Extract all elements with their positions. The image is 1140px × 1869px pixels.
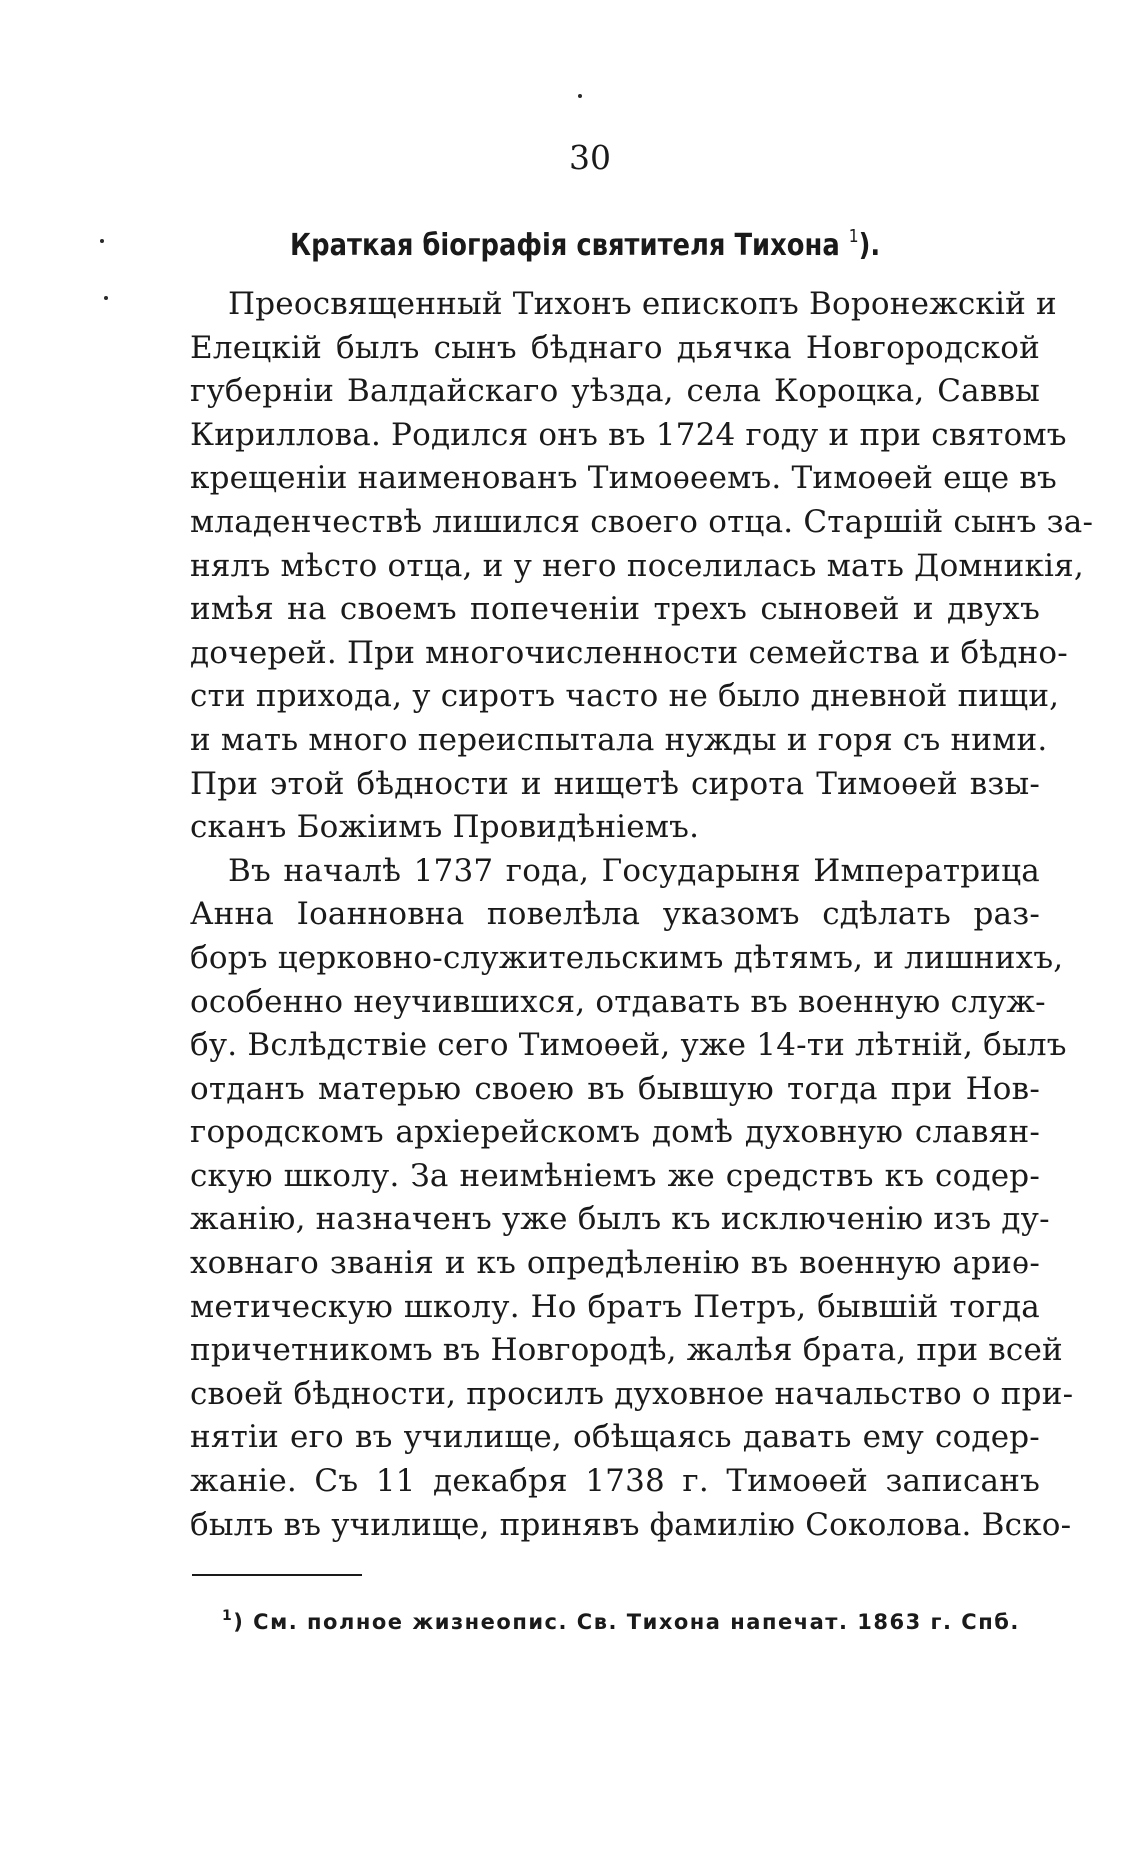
text-line: ховнаго званія и къ опредѣленію въ военную ариѳ- bbox=[190, 1245, 1040, 1282]
text-line: младенчествѣ лишился своего отца. Старшій сынъ за- bbox=[190, 503, 1094, 540]
title-footnote-ref: 1 bbox=[848, 226, 859, 247]
text-line: жаніе. Съ 11 декабря 1738 г. Тимоѳей записанъ bbox=[190, 1463, 1040, 1500]
footnote bbox=[222, 1601, 1032, 1637]
text-line: Преосвященный Тихонъ епископъ Воронежскій и bbox=[228, 286, 1057, 322]
page-number: 30 bbox=[569, 138, 611, 177]
text-line: Кириллова. Родился онъ въ 1724 году и при святомъ bbox=[190, 416, 1067, 453]
body-text bbox=[190, 283, 1094, 1547]
text-line: сти прихода, у сиротъ часто не было дневной пищи, bbox=[190, 678, 1060, 715]
text-line: Въ началѣ 1737 года, Государыня Императрица bbox=[228, 852, 1040, 889]
text-line: своей бѣдности, просилъ духовное начальство о при- bbox=[190, 1375, 1074, 1412]
text-line: Елецкій былъ сынъ бѣднаго дьячка Новгородской bbox=[190, 329, 1040, 366]
text-line: жанію, назначенъ уже былъ къ исключенію изъ ду- bbox=[190, 1201, 1050, 1238]
text-line: нялъ мѣсто отца, и у него поселилась мать Домникія, bbox=[190, 547, 1084, 584]
footnote-divider bbox=[192, 1574, 362, 1576]
text-line: метическую школу. Но братъ Петръ, бывшій тогда bbox=[190, 1288, 1040, 1325]
text-line: городскомъ архіерейскомъ домѣ духовную славян- bbox=[190, 1114, 1040, 1151]
text-line: сканъ Божіимъ Провидѣніемъ. bbox=[190, 809, 700, 846]
text-line: и мать много переиспытала нужды и горя съ ними. bbox=[190, 721, 1048, 758]
page-title bbox=[78, 217, 1058, 266]
text-line: имѣя на своемъ попеченіи трехъ сыновей и двухъ bbox=[190, 591, 1040, 628]
scan-speck bbox=[104, 296, 108, 300]
text-line: нятіи его въ училище, обѣщаясь давать ему содер- bbox=[190, 1419, 1040, 1456]
text-line: губерніи Валдайскаго уѣзда, села Короцка, Саввы bbox=[190, 373, 1040, 410]
text-line: крещеніи наименованъ Тимоѳеемъ. Тимоѳей еще въ bbox=[190, 460, 1057, 497]
title-footnote-close: ). bbox=[858, 228, 881, 263]
text-line: скую школу. За неимѣніемъ же средствъ къ содер- bbox=[190, 1157, 1040, 1194]
text-line: бу. Вслѣдствіе сего Тимоѳей, уже 14-ти лѣтній, былъ bbox=[190, 1027, 1067, 1064]
text-line: отданъ матерью своею въ бывшую тогда при Нов- bbox=[190, 1070, 1040, 1107]
footnote-text: ) См. полное жизнеопис. Св. Тихона напечат. 1863 г. Спб. bbox=[233, 1610, 1020, 1634]
text-line: Анна Іоанновна повелѣла указомъ сдѣлать раз- bbox=[190, 896, 1040, 933]
text-line: причетникомъ въ Новгородѣ, жалѣя брата, при всей bbox=[190, 1332, 1063, 1369]
footnote-mark: 1 bbox=[222, 1608, 234, 1624]
text-line: При этой бѣдности и нищетѣ сирота Тимоѳей взы- bbox=[190, 765, 1040, 802]
text-line: боръ церковно-служительскимъ дѣтямъ, и лишнихъ, bbox=[190, 939, 1064, 976]
text-line: дочерей. При многочисленности семейства и бѣдно- bbox=[190, 634, 1068, 671]
scan-speck bbox=[578, 94, 582, 98]
text-line: былъ въ училище, принявъ фамилію Соколова. Вско- bbox=[190, 1506, 1072, 1543]
text-line: особенно неучившихся, отдавать въ военную служ- bbox=[190, 983, 1046, 1020]
title-text: Краткая біографія святителя Тихона bbox=[290, 228, 849, 263]
